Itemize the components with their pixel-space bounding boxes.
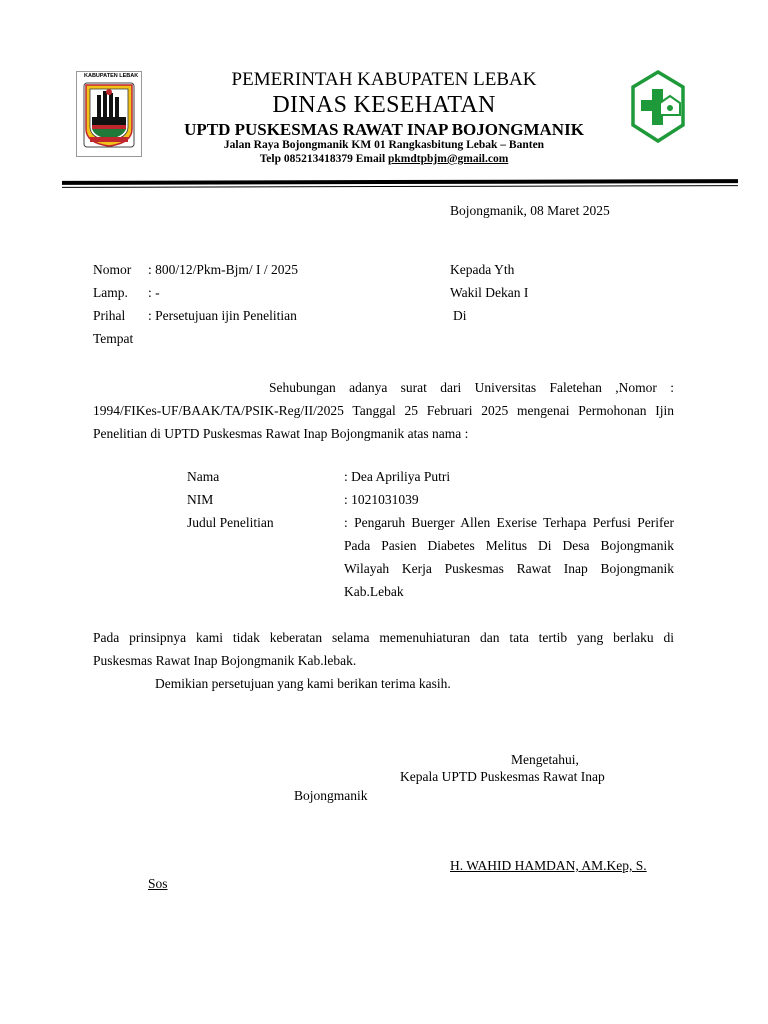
- crest-caption: KABUPATEN LEBAK: [84, 73, 139, 79]
- intro-text-3: Penelitian di UPTD Puskesmas Rawat Inap Bojongmanik atas nama :: [93, 426, 469, 441]
- closing-line: Demikian persetujuan yang kami berikan terima kasih.: [155, 676, 451, 691]
- signature-name-text-2: Sos: [148, 876, 168, 891]
- judul-line-2: Pada Pasien Diabetes Melitus Di Desa Bojongmanik: [344, 538, 674, 553]
- signature-title-2: Bojongmanik: [294, 788, 368, 803]
- judul-label: Judul Penelitian: [187, 515, 274, 530]
- nomor-value: : 800/12/Pkm-Bjm/ I / 2025: [148, 262, 299, 277]
- signature-mengetahui: Mengetahui,: [511, 752, 579, 767]
- nama-value: : Dea Apriliya Putri: [344, 469, 451, 484]
- letterhead-address: Jalan Raya Bojongmanik KM 01 Rangkasbitung Lebak – Banten: [223, 139, 545, 151]
- judul-line-1: : Pengaruh Buerger Allen Exerise Terhapa Perfusi Perifer: [344, 515, 674, 530]
- nama-label: Nama: [187, 469, 220, 484]
- nim-label: NIM: [187, 492, 214, 507]
- letterhead-rule-thin: [62, 185, 738, 188]
- prihal-label: Prihal: [93, 308, 126, 323]
- tempat-label: Tempat: [93, 331, 134, 346]
- recipient-greeting: Kepada Yth: [450, 262, 515, 277]
- intro-line-1: [93, 376, 674, 399]
- recipient-di: Di: [453, 308, 467, 323]
- lamp-label: Lamp.: [93, 285, 128, 300]
- recipient-title: Wakil Dekan I: [450, 285, 529, 300]
- nim-value: : 1021031039: [344, 492, 419, 507]
- contact-email: pkmdtpbjm@gmail.com: [388, 153, 509, 165]
- intro-line-2: [93, 399, 674, 422]
- intro-text-2: 1994/FIKes-UF/BAAK/TA/PSIK-Reg/II/2025 Tanggal 25 Februari 2025 mengenai Permohonan Ijin: [93, 403, 674, 418]
- signature-name-2: [148, 876, 168, 892]
- intro-text-1: Sehubungan adanya surat dari Universitas Faletehan ,Nomor :: [269, 380, 674, 395]
- nomor-label: Nomor: [93, 262, 132, 277]
- signature-name-text-1: H. WAHID HAMDAN, AM.Kep, S.: [450, 858, 647, 873]
- letterhead-unit: UPTD PUSKESMAS RAWAT INAP BOJONGMANIK: [184, 120, 584, 139]
- contact-phone: Telp 085213418379 Email: [259, 153, 389, 165]
- letter-date: Bojongmanik, 08 Maret 2025: [450, 203, 610, 218]
- body2-line-2: Puskesmas Rawat Inap Bojongmanik Kab.lebak.: [93, 653, 357, 668]
- judul-line-4: Kab.Lebak: [344, 584, 404, 599]
- letterhead-contact: [0, 153, 768, 165]
- intro-line-3: [93, 422, 674, 445]
- letterhead-government: PEMERINTAH KABUPATEN LEBAK: [231, 69, 537, 90]
- letterhead-agency: DINAS KESEHATAN: [272, 92, 496, 118]
- lamp-value: : -: [148, 285, 160, 300]
- signature-title-1: Kepala UPTD Puskesmas Rawat Inap: [400, 769, 605, 784]
- judul-line-3: Wilayah Kerja Puskesmas Rawat Inap Bojongmanik: [344, 561, 674, 576]
- signature-name-1: [450, 858, 647, 874]
- letterhead-rule-thick: [62, 179, 738, 185]
- prihal-value: : Persetujuan ijin Penelitian: [148, 308, 297, 323]
- body2-line-1: Pada prinsipnya kami tidak keberatan selama memenuhiaturan dan tata tertib yang berlaku di: [93, 630, 674, 645]
